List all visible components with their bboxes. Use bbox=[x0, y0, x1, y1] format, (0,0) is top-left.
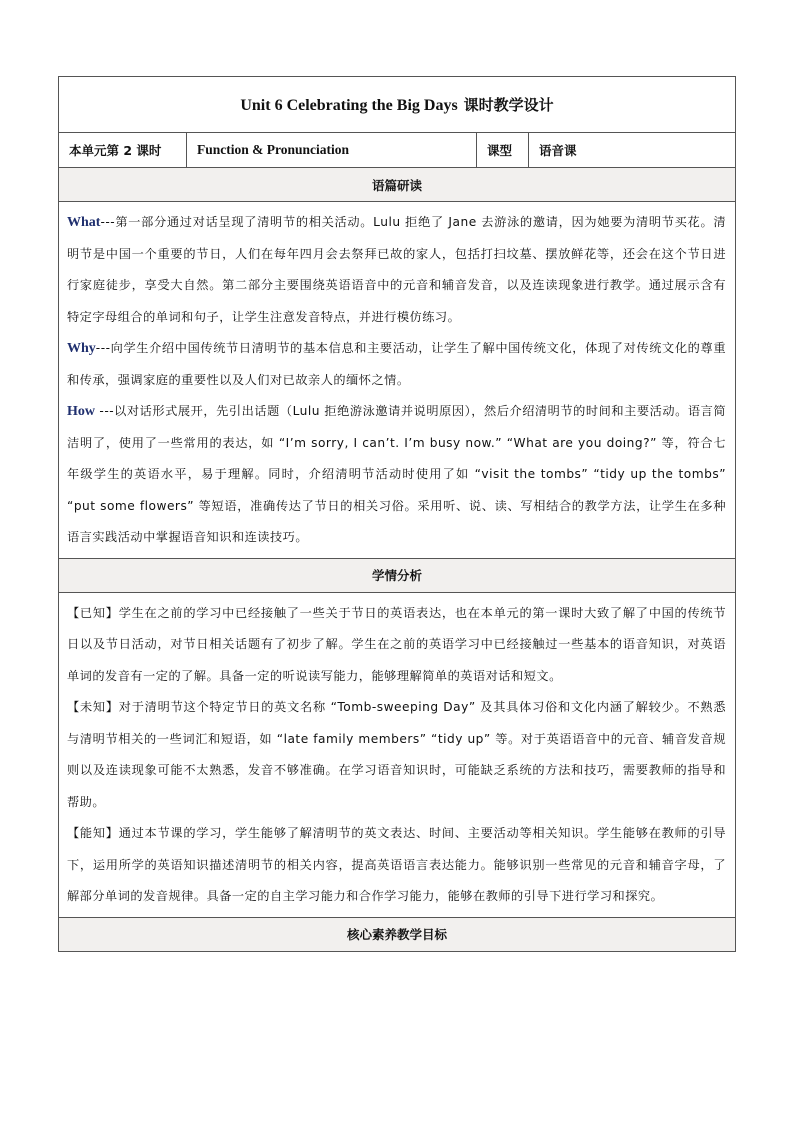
text-analysis-content bbox=[59, 202, 736, 559]
how-text: ---以对话形式展开，先引出话题（Lulu 拒绝游泳邀请并说明原因），然后介绍清明节的时间和主要活动。语言简洁明了，使用了一些常用的表达，如 “I’m sorry, I can’t. I’m busy now.” “What are you doing?” 等，符合七年级学生的英语水平，易于理解。同时，介绍清明节活动时使用了如 “visit the tombs” “tidy up the tombs” “put some flowers” 等短语，准确传达了节日的相关习俗。采用听、说、读、写相结合的教学方法，让学生在多种语言实践活动中掌握语音知识和连读技巧。 bbox=[67, 404, 727, 544]
how-keyword: How bbox=[67, 404, 95, 419]
lesson-plan-table bbox=[58, 76, 736, 952]
lesson-type-label: 课型 bbox=[477, 133, 529, 168]
section-heading-learner-analysis: 学情分析 bbox=[59, 558, 736, 592]
title-english: Unit 6 Celebrating the Big Days bbox=[240, 97, 458, 114]
document-title bbox=[59, 77, 736, 133]
able-paragraph: 【能知】通过本节课的学习，学生能够了解清明节的英文表达、时间、主要活动等相关知识。学生能够在教师的引导下，运用所学的英语知识描述清明节的相关内容，提高英语语言表达能力。能够识别一些常见的元音和辅音字母，了解部分单词的发音规律。具备一定的自主学习能力和合作学习能力，能够在教师的引导下进行学习和探究。 bbox=[67, 826, 727, 903]
how-paragraph bbox=[67, 396, 726, 554]
learner-analysis-content bbox=[59, 592, 736, 917]
section-heading-core-objectives: 核心素养教学目标 bbox=[59, 917, 736, 951]
why-text: ---向学生介绍中国传统节日清明节的基本信息和主要活动，让学生了解中国传统文化，体现了对传统文化的尊重和传承，强调家庭的重要性以及人们对已故亲人的缅怀之情。 bbox=[67, 341, 727, 387]
why-paragraph bbox=[67, 333, 726, 396]
lesson-topic: Function & Pronunciation bbox=[187, 133, 477, 168]
why-keyword: Why bbox=[67, 341, 96, 356]
section-heading-text-analysis: 语篇研读 bbox=[59, 168, 736, 202]
known-paragraph: 【已知】学生在之前的学习中已经接触了一些关于节日的英语表达，也在本单元的第一课时大致了解了中国的传统节日以及节日活动，对节日相关话题有了初步了解。学生在之前的英语学习中已经接触过一些基本的语音知识，对英语单词的发音有一定的了解。具备一定的听说读写能力，能够理解简单的英语对话和短文。 bbox=[67, 605, 727, 683]
unknown-paragraph: 【未知】对于清明节这个特定节日的英文名称 “Tomb-sweeping Day” 及其具体习俗和文化内涵了解较少。不熟悉与清明节相关的一些词汇和短语，如 “late family members” “tidy up” 等。对于英语语音中的元音、辅音发音规则以及连读现象可能不太熟悉，发音不够准确。在学习语音知识时，可能缺乏系统的方法和技巧，需要教师的指导和帮助。 bbox=[67, 700, 727, 809]
lesson-type-value: 语音课 bbox=[529, 133, 736, 168]
what-paragraph bbox=[67, 207, 726, 333]
lesson-plan-document bbox=[58, 76, 735, 952]
lesson-number: 本单元第 2 课时 bbox=[59, 133, 187, 168]
lesson-info-row bbox=[59, 133, 736, 168]
what-keyword: What bbox=[67, 215, 101, 230]
title-chinese: 课时教学设计 bbox=[463, 96, 554, 114]
what-text: ---第一部分通过对话呈现了清明节的相关活动。Lulu 拒绝了 Jane 去游泳的邀请，因为她要为清明节买花。清明节是中国一个重要的节日，人们在每年四月会去祭拜已故的家人，包括打扫坟墓、摆放鲜花等，还会在这个节日进行家庭徒步，享受大自然。第二部分主要围绕英语语音中的元音和辅音发音，以及连读现象进行教学。通过展示含有特定字母组合的单词和句子，让学生注意发音特点，并进行模仿练习。 bbox=[67, 215, 727, 324]
